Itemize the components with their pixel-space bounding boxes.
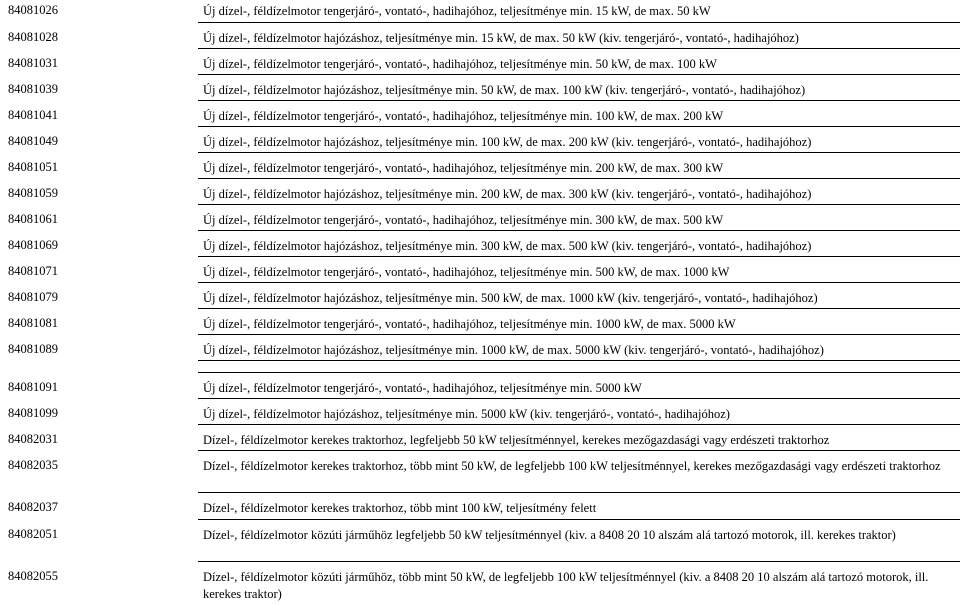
row-divider — [198, 398, 960, 399]
tariff-description: Új dízel-, féldízelmotor tengerjáró-, vontató-, hadihajóhoz, teljesítménye min. 300 kW, de max. 500 kW — [203, 213, 724, 227]
tariff-code: 84081061 — [8, 212, 58, 226]
tariff-description: Új dízel-, féldízelmotor hajózáshoz, teljesítménye min. 1000 kW, de max. 5000 kW (kiv. tengerjáró-, vontató-, hadihajóhoz) — [203, 343, 824, 357]
row-divider — [198, 100, 960, 101]
tariff-description: Új dízel-, féldízelmotor hajózáshoz, teljesítménye min. 15 kW, de max. 50 kW (kiv. tengerjáró-, vontató-, hadihajóhoz) — [203, 31, 799, 45]
tariff-code: 84081099 — [8, 406, 58, 420]
tariff-description: Új dízel-, féldízelmotor tengerjáró-, vontató-, hadihajóhoz, teljesítménye min. 200 kW, de max. 300 kW — [203, 161, 724, 175]
row-divider — [198, 230, 960, 231]
row-divider — [198, 308, 960, 309]
row-divider — [198, 22, 960, 23]
row-divider — [198, 372, 960, 373]
row-divider — [198, 48, 960, 49]
row-divider — [198, 282, 960, 283]
row-divider — [198, 74, 960, 75]
tariff-code: 84082031 — [8, 432, 58, 446]
tariff-code: 84081051 — [8, 160, 58, 174]
tariff-description: Új dízel-, féldízelmotor tengerjáró-, vontató-, hadihajóhoz, teljesítménye min. 15 kW, de max. 50 kW — [203, 4, 711, 18]
tariff-description: Dízel-, féldízelmotor közúti járműhöz legfeljebb 50 kW teljesítménnyel (kiv. a 8408 20 10 alszám alá tartozó motorok, ill. kerekes traktor) — [203, 528, 896, 542]
row-divider — [198, 204, 960, 205]
tariff-description: Új dízel-, féldízelmotor hajózáshoz, teljesítménye min. 5000 kW (kiv. tengerjáró-, vontató-, hadihajóhoz) — [203, 407, 730, 421]
tariff-code: 84081026 — [8, 3, 58, 17]
tariff-description: Új dízel-, féldízelmotor tengerjáró-, vontató-, hadihajóhoz, teljesítménye min. 500 kW, de max. 1000 kW — [203, 265, 730, 279]
tariff-description: Új dízel-, féldízelmotor hajózáshoz, teljesítménye min. 300 kW, de max. 500 kW (kiv. tengerjáró-, vontató-, hadihajóhoz) — [203, 239, 812, 253]
tariff-description: Új dízel-, féldízelmotor hajózáshoz, teljesítménye min. 500 kW, de max. 1000 kW (kiv. tengerjáró-, vontató-, hadihajóhoz) — [203, 291, 818, 305]
tariff-code: 84082051 — [8, 527, 58, 541]
tariff-description: Új dízel-, féldízelmotor hajózáshoz, teljesítménye min. 100 kW, de max. 200 kW (kiv. tengerjáró-, vontató-, hadihajóhoz) — [203, 135, 812, 149]
tariff-code: 84082035 — [8, 458, 58, 472]
tariff-code: 84081039 — [8, 82, 58, 96]
tariff-description: Új dízel-, féldízelmotor tengerjáró-, vontató-, hadihajóhoz, teljesítménye min. 1000 kW, de max. 5000 kW — [203, 317, 736, 331]
tariff-description: Dízel-, féldízelmotor kerekes traktorhoz, legfeljebb 50 kW teljesítménnyel, kerekes mezőgazdasági vagy erdészeti traktorhoz — [203, 433, 830, 447]
row-divider — [198, 519, 960, 520]
tariff-description: Új dízel-, féldízelmotor hajózáshoz, teljesítménye min. 50 kW, de max. 100 kW (kiv. tengerjáró-, vontató-, hadihajóhoz) — [203, 83, 806, 97]
row-divider — [198, 360, 960, 361]
row-divider — [198, 450, 960, 451]
tariff-description: Új dízel-, féldízelmotor hajózáshoz, teljesítménye min. 200 kW, de max. 300 kW (kiv. tengerjáró-, vontató-, hadihajóhoz) — [203, 187, 812, 201]
row-divider — [198, 152, 960, 153]
tariff-code: 84082055 — [8, 569, 58, 583]
tariff-code: 84081041 — [8, 108, 58, 122]
tariff-code: 84081091 — [8, 380, 58, 394]
tariff-code: 84081071 — [8, 264, 58, 278]
row-divider — [198, 492, 960, 493]
row-divider — [198, 126, 960, 127]
row-divider — [198, 256, 960, 257]
row-divider — [198, 424, 960, 425]
tariff-description: Új dízel-, féldízelmotor tengerjáró-, vontató-, hadihajóhoz, teljesítménye min. 100 kW, de max. 200 kW — [203, 109, 724, 123]
tariff-code: 84082037 — [8, 500, 58, 514]
tariff-code: 84081069 — [8, 238, 58, 252]
row-divider — [198, 561, 960, 562]
tariff-code: 84081059 — [8, 186, 58, 200]
tariff-description: Új dízel-, féldízelmotor tengerjáró-, vontató-, hadihajóhoz, teljesítménye min. 5000 kW — [203, 381, 642, 395]
row-divider — [198, 178, 960, 179]
row-divider — [198, 334, 960, 335]
tariff-code: 84081028 — [8, 30, 58, 44]
tariff-code: 84081081 — [8, 316, 58, 330]
tariff-code: 84081079 — [8, 290, 58, 304]
tariff-description: Új dízel-, féldízelmotor tengerjáró-, vontató-, hadihajóhoz, teljesítménye min. 50 kW, de max. 100 kW — [203, 57, 717, 71]
tariff-description: Dízel-, féldízelmotor kerekes traktorhoz, több mint 100 kW, teljesítmény felett — [203, 501, 597, 515]
tariff-code: 84081089 — [8, 342, 58, 356]
tariff-code: 84081049 — [8, 134, 58, 148]
tariff-description: Dízel-, féldízelmotor kerekes traktorhoz, több mint 50 kW, de legfeljebb 100 kW teljesítménnyel, kerekes mezőgazdasági vagy erdészeti traktorhoz — [203, 459, 941, 473]
tariff-description: Dízel-, féldízelmotor közúti járműhöz, több mint 50 kW, de legfeljebb 100 kW teljesítménnyel (kiv. a 8408 20 10 alszám alá tartozó motorok, ill. kerekes traktor) — [203, 570, 929, 601]
tariff-code: 84081031 — [8, 56, 58, 70]
